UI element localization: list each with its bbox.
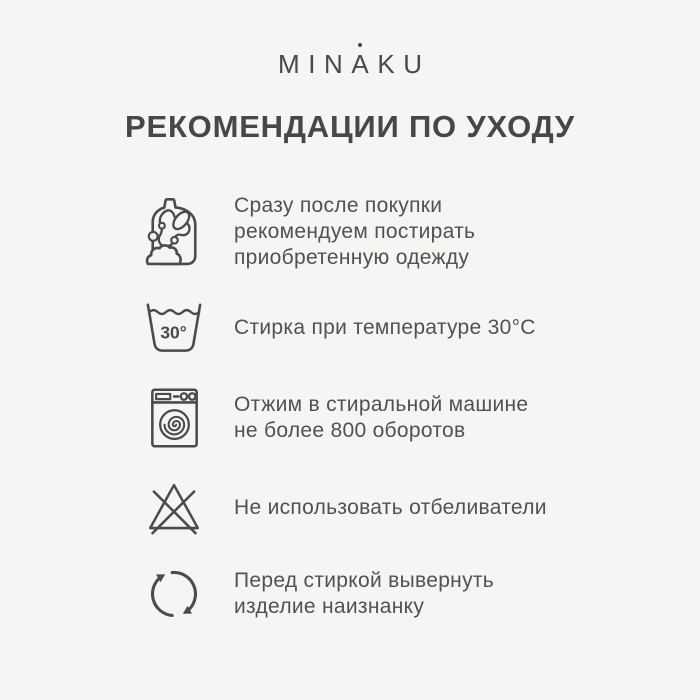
care-item-text [234, 568, 494, 620]
text-line: не более 800 оборотов [234, 419, 466, 442]
text-line: Перед стиркой вывернуть [234, 569, 495, 592]
text-line: Стирка при температуре 30°С [234, 316, 536, 339]
temperature-label: 30° [160, 322, 187, 343]
care-item-text [234, 315, 536, 341]
washing-machine-icon [142, 385, 206, 451]
care-item-wash-temperature [142, 299, 700, 357]
logo-text-post: KU [377, 49, 431, 79]
text-line: изделие наизнанку [234, 595, 425, 618]
care-item-text [234, 495, 547, 521]
care-item-wash-after-purchase [142, 193, 700, 271]
wash-basin-30-icon [142, 299, 206, 357]
detergent-bottle-icon [142, 195, 206, 269]
inside-out-arrows-icon [142, 564, 206, 624]
care-item-inside-out [142, 564, 700, 624]
care-item-text [234, 392, 528, 444]
page-title: РЕКОМЕНДАЦИИ ПО УХОДУ [125, 109, 575, 144]
text-line: рекомендуем постирать [234, 220, 476, 243]
text-line: Отжим в стиральной машине [234, 393, 529, 416]
care-item-spin-limit [142, 385, 700, 451]
logo-dot [358, 43, 362, 47]
brand-logo [0, 0, 700, 80]
care-item-no-bleach [142, 479, 700, 536]
logo-letter-a: A [351, 49, 377, 80]
text-line: приобретенную одежду [234, 246, 470, 269]
logo-text-pre: MIN [277, 49, 352, 79]
care-item-text [234, 193, 475, 271]
no-bleach-icon [142, 479, 206, 536]
text-line: Сразу после покупки [234, 194, 443, 217]
text-line: Не использовать отбеливатели [234, 495, 547, 519]
care-list [142, 193, 700, 624]
